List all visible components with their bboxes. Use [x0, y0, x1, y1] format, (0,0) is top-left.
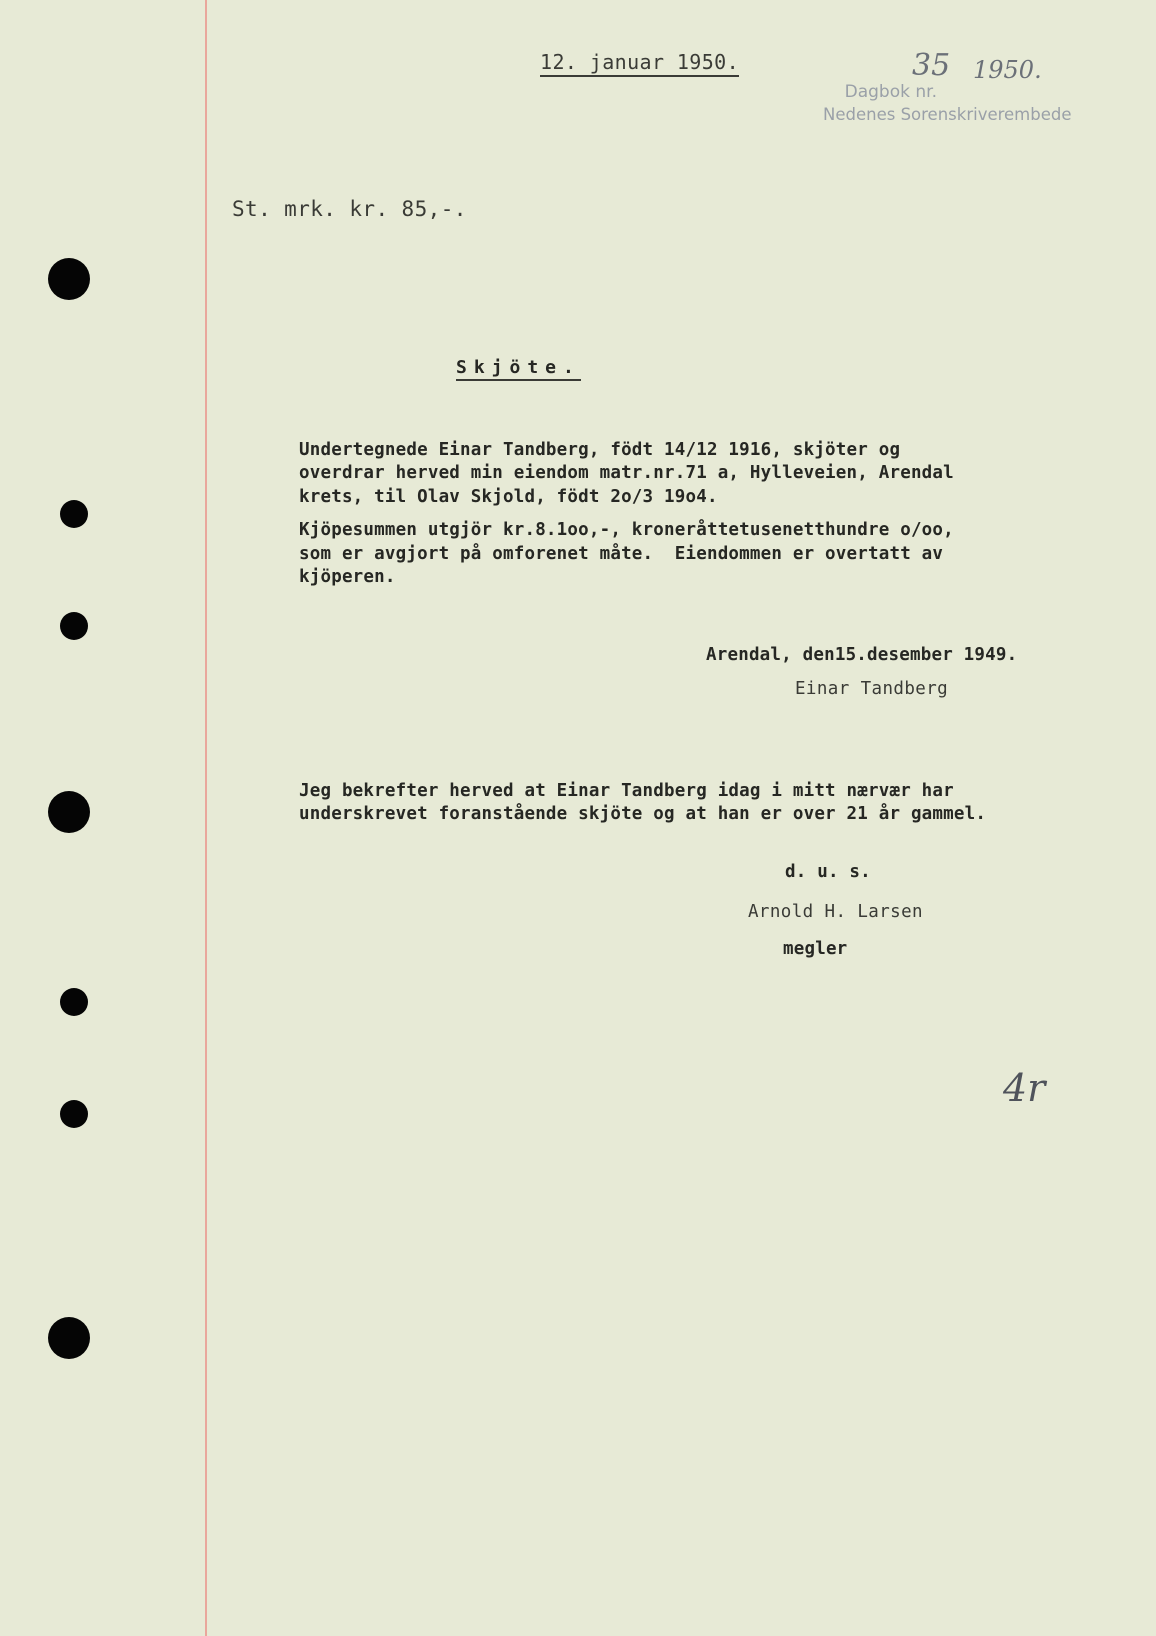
dus-abbreviation: d. u. s. [785, 862, 871, 882]
body-line: kjöperen. [299, 567, 396, 587]
place-date: Arendal, den15.desember 1949. [706, 645, 1018, 665]
broker-name: Arnold H. Larsen [748, 902, 923, 922]
punch-hole [60, 612, 88, 640]
punch-hole [60, 1100, 88, 1128]
stamp-duty: St. mrk. kr. 85,-. [232, 197, 467, 221]
broker-title: megler [783, 939, 848, 959]
stamp-year: 1950. [973, 56, 1042, 84]
document-title: Skjöte. [456, 357, 581, 378]
punch-hole [48, 258, 90, 300]
punch-hole [48, 791, 90, 833]
punch-hole [60, 500, 88, 528]
handwritten-initials: 4r [1003, 1066, 1046, 1110]
stamp-number: 35 [912, 48, 951, 83]
body-line: krets, til Olav Skjold, födt 2o/3 19o4. [299, 487, 718, 507]
punch-hole [48, 1317, 90, 1359]
body-line: Undertegnede Einar Tandberg, födt 14/12 1916, skjöter og [299, 440, 901, 460]
document-date: 12. januar 1950. [540, 50, 739, 74]
stamp-label: Dagbok nr. [844, 82, 937, 102]
body-line: som er avgjort på omforenet måte. Eiendommen er overtatt av [299, 544, 944, 564]
confirmation-line: underskrevet foranstående skjöte og at han er over 21 år gammel. [299, 804, 987, 824]
stamp-office: Nedenes Sorenskriverembede [823, 105, 1072, 124]
seller-name: Einar Tandberg [795, 679, 949, 699]
body-line: Kjöpesummen utgjör kr.8.1oo,-, kroneråttetusenetthundre o/oo, [299, 520, 954, 540]
punch-hole [60, 988, 88, 1016]
body-line: overdrar herved min eiendom matr.nr.71 a, Hylleveien, Arendal [299, 463, 954, 483]
confirmation-line: Jeg bekrefter herved at Einar Tandberg idag i mitt nærvær har [299, 781, 954, 801]
margin-line [205, 0, 207, 1636]
